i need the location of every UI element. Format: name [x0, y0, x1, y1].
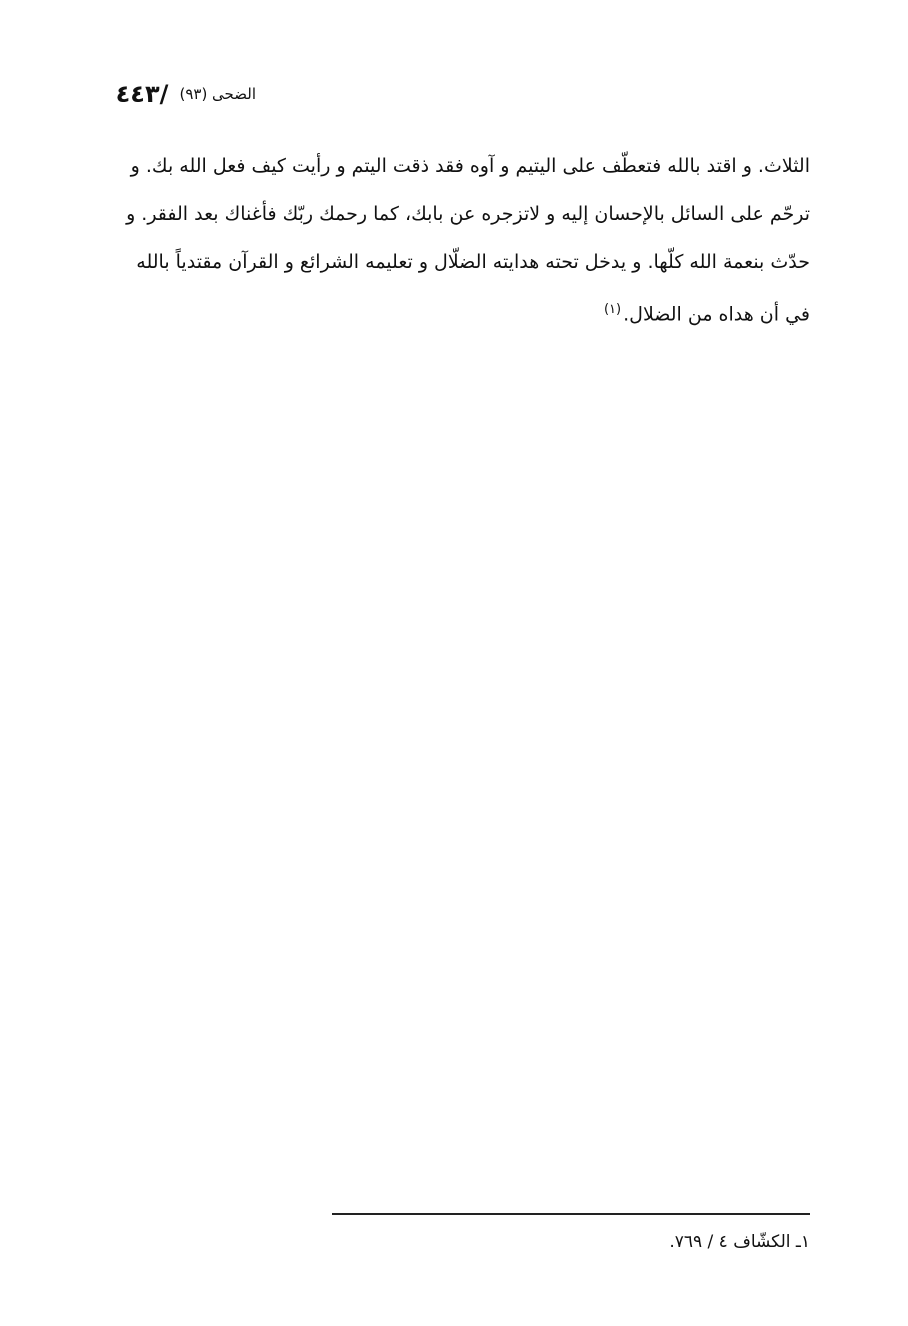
footnote-marker: (١) — [603, 302, 622, 317]
footnote-divider — [332, 1213, 810, 1215]
surah-label: الضحى (٩٣) — [179, 85, 256, 103]
body-text — [96, 142, 810, 334]
page-header — [96, 80, 256, 112]
footnote: ١ـ الكشّاف ٤ / ٧٦٩. — [669, 1232, 810, 1252]
text-line: الثلاث. و اقتد بالله فتعطّف على اليتيم و آوه فقد ذقت اليتم و رأيت كيف فعل الله بك. و — [130, 155, 810, 177]
text-line-last — [96, 286, 810, 334]
text-line: ترحّم على السائل بالإحسان إليه و لاتزجره عن بابك، كما رحمك ربّك فأغناك بعد الفقر. و — [126, 203, 810, 225]
text-line-content: في أن هداه من الضلال. — [623, 303, 810, 326]
page-number: /٤٤٣ — [115, 80, 169, 108]
text-line: حدّث بنعمة الله كلّها. و يدخل تحته هدايته الضلّال و تعليمه الشرائع و القرآن مقتدياً بالله — [136, 251, 810, 273]
